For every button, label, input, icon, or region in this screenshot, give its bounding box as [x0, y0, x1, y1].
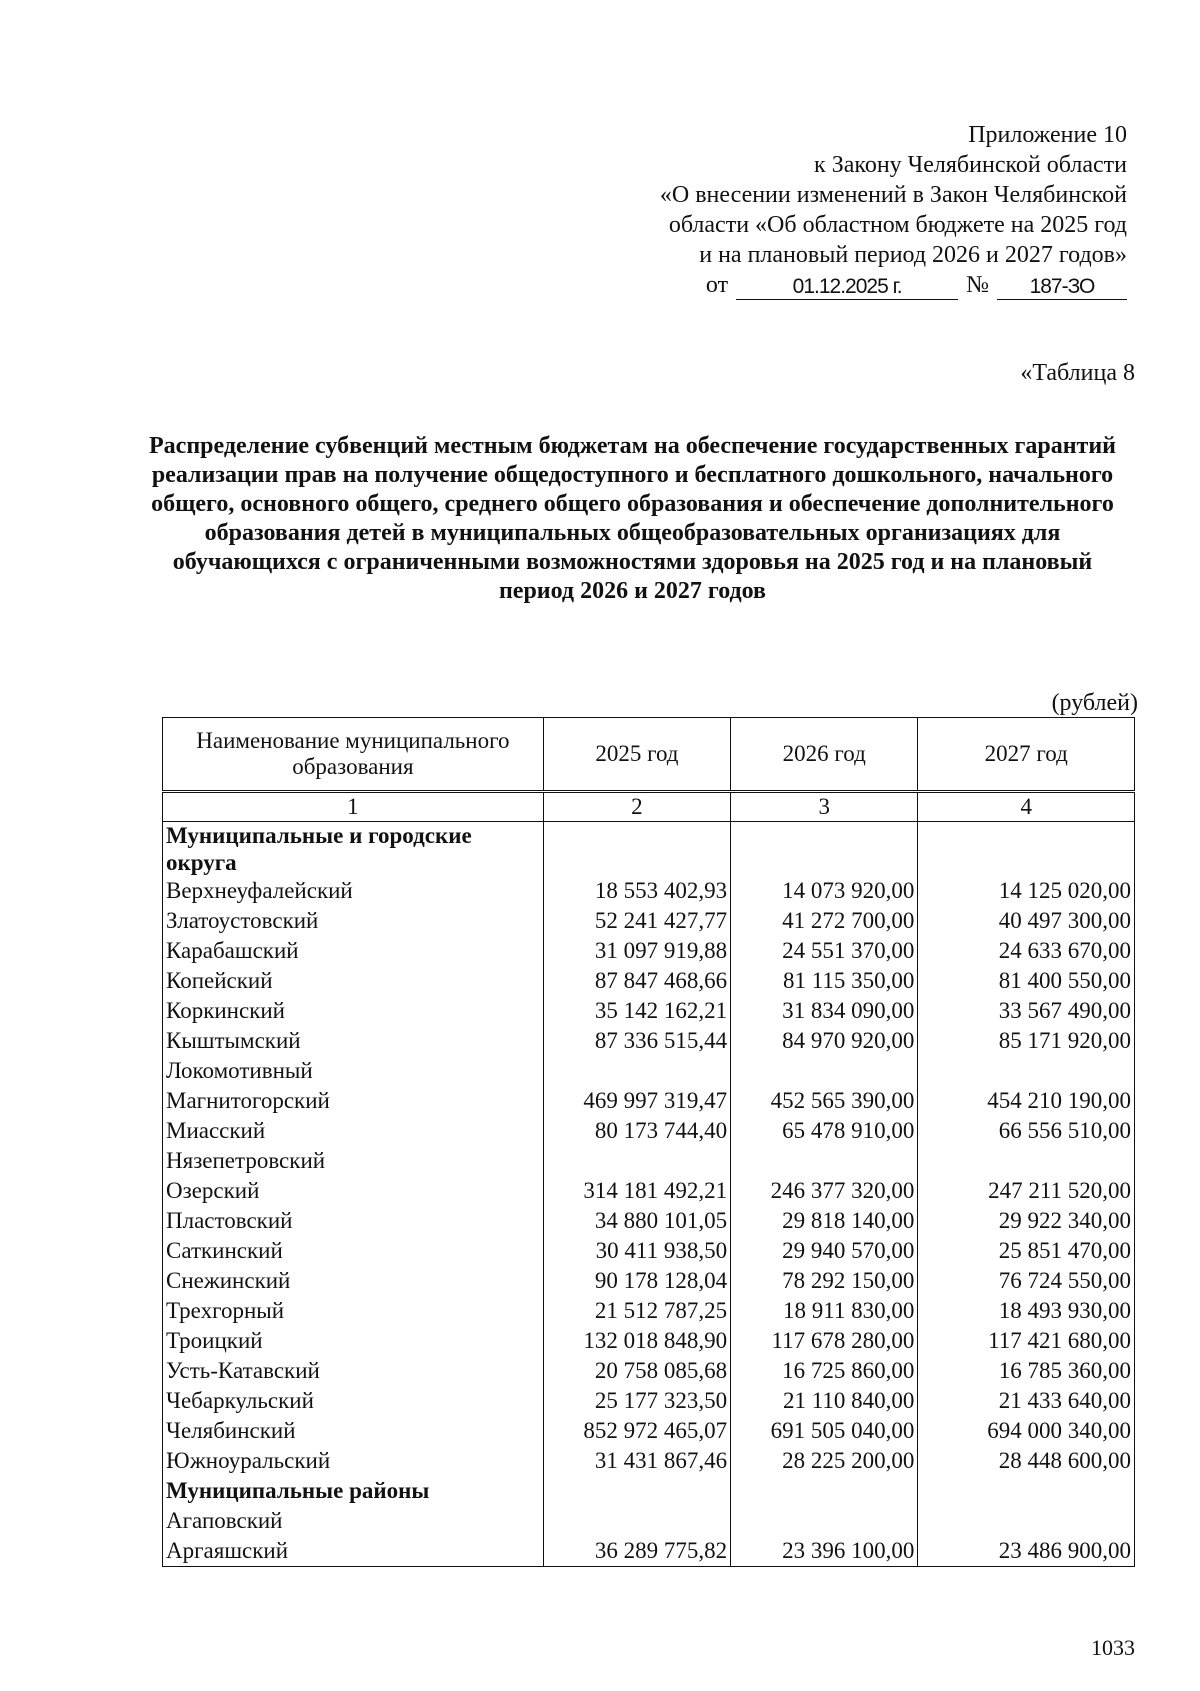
column-number: 2	[543, 792, 730, 822]
value-2027-cell: 694 000 340,00	[918, 1416, 1135, 1446]
value-2026-cell	[731, 822, 918, 877]
value-2026-cell: 65 478 910,00	[731, 1116, 918, 1146]
group-header-row	[163, 822, 1135, 877]
value-2026-cell	[731, 1056, 918, 1086]
appendix-line: Приложение 10	[968, 122, 1127, 148]
value-2025-cell: 87 336 515,44	[543, 1026, 730, 1056]
value-2026-cell: 84 970 920,00	[731, 1026, 918, 1056]
column-number-row	[163, 792, 1135, 822]
value-2027-cell: 81 400 550,00	[918, 966, 1135, 996]
table-row	[163, 1416, 1135, 1446]
from-label: от	[705, 272, 729, 298]
municipality-name-cell: Пластовский	[163, 1206, 544, 1236]
value-2025-cell	[543, 1146, 730, 1176]
value-2027-cell	[918, 1506, 1135, 1536]
value-2027-cell	[918, 822, 1135, 877]
municipality-name-cell: Чебаркульский	[163, 1386, 544, 1416]
table-row	[163, 1296, 1135, 1326]
table-row	[163, 1056, 1135, 1086]
municipality-name-cell: Верхнеуфалейский	[163, 876, 544, 906]
table-row	[163, 906, 1135, 936]
table-row	[163, 996, 1135, 1026]
value-2027-cell: 14 125 020,00	[918, 876, 1135, 906]
value-2026-cell: 81 115 350,00	[731, 966, 918, 996]
municipality-name-cell: Челябинский	[163, 1416, 544, 1446]
column-number: 1	[163, 792, 544, 822]
law-date: 01.12.2025 г.	[792, 275, 902, 298]
value-2027-cell: 25 851 470,00	[918, 1236, 1135, 1266]
header-2025: 2025 год	[543, 718, 730, 792]
table-label: «Таблица 8	[1020, 360, 1135, 386]
municipality-name-cell: Агаповский	[163, 1506, 544, 1536]
table-row	[163, 1236, 1135, 1266]
table-row	[163, 1446, 1135, 1476]
table-row	[163, 1206, 1135, 1236]
table-row	[163, 1356, 1135, 1386]
value-2027-cell: 23 486 900,00	[918, 1536, 1135, 1567]
municipality-name-cell: Карабашский	[163, 936, 544, 966]
law-date-number	[660, 270, 1127, 300]
value-2027-cell: 247 211 520,00	[918, 1176, 1135, 1206]
table-row	[163, 1506, 1135, 1536]
header-2027: 2027 год	[918, 718, 1135, 792]
value-2026-cell: 117 678 280,00	[731, 1326, 918, 1356]
column-number: 3	[731, 792, 918, 822]
value-2026-cell: 16 725 860,00	[731, 1356, 918, 1386]
appendix-line: «О внесении изменений в Закон Челябинской	[659, 182, 1127, 208]
value-2026-cell: 41 272 700,00	[731, 906, 918, 936]
value-2026-cell	[731, 1146, 918, 1176]
value-2027-cell: 21 433 640,00	[918, 1386, 1135, 1416]
municipality-name-cell: Локомотивный	[163, 1056, 544, 1086]
value-2027-cell: 24 633 670,00	[918, 936, 1135, 966]
value-2027-cell: 117 421 680,00	[918, 1326, 1135, 1356]
value-2027-cell: 454 210 190,00	[918, 1086, 1135, 1116]
value-2026-cell: 246 377 320,00	[731, 1176, 918, 1206]
value-2027-cell: 85 171 920,00	[918, 1026, 1135, 1056]
value-2026-cell: 14 073 920,00	[731, 876, 918, 906]
value-2025-cell: 20 758 085,68	[543, 1356, 730, 1386]
column-number: 4	[918, 792, 1135, 822]
table-row	[163, 1536, 1135, 1567]
table-row	[163, 1116, 1135, 1146]
municipality-name-cell: Коркинский	[163, 996, 544, 1026]
value-2025-cell: 52 241 427,77	[543, 906, 730, 936]
value-2027-cell	[918, 1146, 1135, 1176]
document-title: Распределение субвенций местным бюджетам на обеспечение государственных гарантий реализации прав на получение общедоступного и бесплатного дошкольного, начального общего, основного общего, среднего общего образования и обеспечение дополнительного образования детей в муниципальных общеобразовательных организациях для обучающихся с ограниченными возможностями здоровья на 2025 год и на плановый период 2026 и 2027 годов	[149, 433, 1116, 604]
value-2025-cell	[543, 1506, 730, 1536]
value-2027-cell	[918, 1476, 1135, 1506]
header-row	[163, 718, 1135, 792]
municipality-name-cell: Златоустовский	[163, 906, 544, 936]
table-row	[163, 1386, 1135, 1416]
appendix-header	[660, 120, 1127, 300]
table-row	[163, 876, 1135, 906]
municipality-name-cell: Озерский	[163, 1176, 544, 1206]
municipality-name-cell: Усть-Катавский	[163, 1356, 544, 1386]
value-2026-cell	[731, 1476, 918, 1506]
value-2025-cell: 18 553 402,93	[543, 876, 730, 906]
date-field	[736, 271, 958, 300]
value-2025-cell: 30 411 938,50	[543, 1236, 730, 1266]
municipality-name-cell: Кыштымский	[163, 1026, 544, 1056]
value-2027-cell: 18 493 930,00	[918, 1296, 1135, 1326]
value-2025-cell: 25 177 323,50	[543, 1386, 730, 1416]
group-header-row	[163, 1476, 1135, 1506]
number-field	[997, 271, 1127, 300]
value-2026-cell: 29 940 570,00	[731, 1236, 918, 1266]
value-2026-cell: 28 225 200,00	[731, 1446, 918, 1476]
value-2026-cell: 18 911 830,00	[731, 1296, 918, 1326]
appendix-line: области «Об областном бюджете на 2025 год	[668, 212, 1127, 238]
value-2027-cell: 76 724 550,00	[918, 1266, 1135, 1296]
value-2027-cell: 66 556 510,00	[918, 1116, 1135, 1146]
municipality-name-cell: Магнитогорский	[163, 1086, 544, 1116]
table-row	[163, 936, 1135, 966]
value-2027-cell: 40 497 300,00	[918, 906, 1135, 936]
header-municipality: Наименование муниципального образования	[163, 718, 544, 792]
value-2027-cell: 28 448 600,00	[918, 1446, 1135, 1476]
units-label: (рублей)	[1051, 690, 1138, 716]
table-row	[163, 1026, 1135, 1056]
municipality-name-cell: Нязепетровский	[163, 1146, 544, 1176]
municipality-name-cell: Муниципальные и городские округа	[163, 822, 544, 877]
table-row	[163, 1266, 1135, 1296]
value-2025-cell	[543, 1476, 730, 1506]
value-2027-cell	[918, 1056, 1135, 1086]
value-2025-cell: 31 097 919,88	[543, 936, 730, 966]
value-2025-cell: 132 018 848,90	[543, 1326, 730, 1356]
table-row	[163, 1326, 1135, 1356]
law-number: 187-ЗО	[1029, 275, 1095, 298]
value-2025-cell	[543, 822, 730, 877]
appendix-line: к Закону Челябинской области	[814, 152, 1127, 178]
value-2025-cell: 80 173 744,40	[543, 1116, 730, 1146]
appendix-line: и на плановый период 2026 и 2027 годов»	[699, 242, 1127, 268]
value-2026-cell: 29 818 140,00	[731, 1206, 918, 1236]
value-2027-cell: 33 567 490,00	[918, 996, 1135, 1026]
value-2025-cell: 36 289 775,82	[543, 1536, 730, 1567]
value-2025-cell: 31 431 867,46	[543, 1446, 730, 1476]
header-2026: 2026 год	[731, 718, 918, 792]
value-2026-cell: 78 292 150,00	[731, 1266, 918, 1296]
table-body	[163, 822, 1135, 1567]
table-row	[163, 1176, 1135, 1206]
municipality-name-cell: Копейский	[163, 966, 544, 996]
value-2026-cell: 24 551 370,00	[731, 936, 918, 966]
table-row	[163, 1146, 1135, 1176]
value-2025-cell: 852 972 465,07	[543, 1416, 730, 1446]
number-label: №	[966, 272, 989, 298]
value-2027-cell: 29 922 340,00	[918, 1206, 1135, 1236]
value-2025-cell	[543, 1056, 730, 1086]
municipality-name-cell: Муниципальные районы	[163, 1476, 544, 1506]
value-2026-cell: 452 565 390,00	[731, 1086, 918, 1116]
value-2026-cell: 31 834 090,00	[731, 996, 918, 1026]
value-2025-cell: 469 997 319,47	[543, 1086, 730, 1116]
value-2025-cell: 34 880 101,05	[543, 1206, 730, 1236]
municipality-name-cell: Снежинский	[163, 1266, 544, 1296]
value-2026-cell: 21 110 840,00	[731, 1386, 918, 1416]
value-2025-cell: 314 181 492,21	[543, 1176, 730, 1206]
value-2025-cell: 21 512 787,25	[543, 1296, 730, 1326]
value-2026-cell: 23 396 100,00	[731, 1536, 918, 1567]
value-2027-cell: 16 785 360,00	[918, 1356, 1135, 1386]
municipality-name-cell: Трехгорный	[163, 1296, 544, 1326]
municipality-name-cell: Саткинский	[163, 1236, 544, 1266]
value-2026-cell: 691 505 040,00	[731, 1416, 918, 1446]
page-number: 1033	[1091, 1635, 1135, 1660]
municipality-name-cell: Миасский	[163, 1116, 544, 1146]
table-row	[163, 966, 1135, 996]
municipality-name-cell: Аргаяшский	[163, 1536, 544, 1567]
value-2025-cell: 87 847 468,66	[543, 966, 730, 996]
value-2025-cell: 35 142 162,21	[543, 996, 730, 1026]
subvention-table	[162, 717, 1135, 1567]
municipality-name-cell: Троицкий	[163, 1326, 544, 1356]
table-row	[163, 1086, 1135, 1116]
value-2025-cell: 90 178 128,04	[543, 1266, 730, 1296]
value-2026-cell	[731, 1506, 918, 1536]
municipality-name-cell: Южноуральский	[163, 1446, 544, 1476]
